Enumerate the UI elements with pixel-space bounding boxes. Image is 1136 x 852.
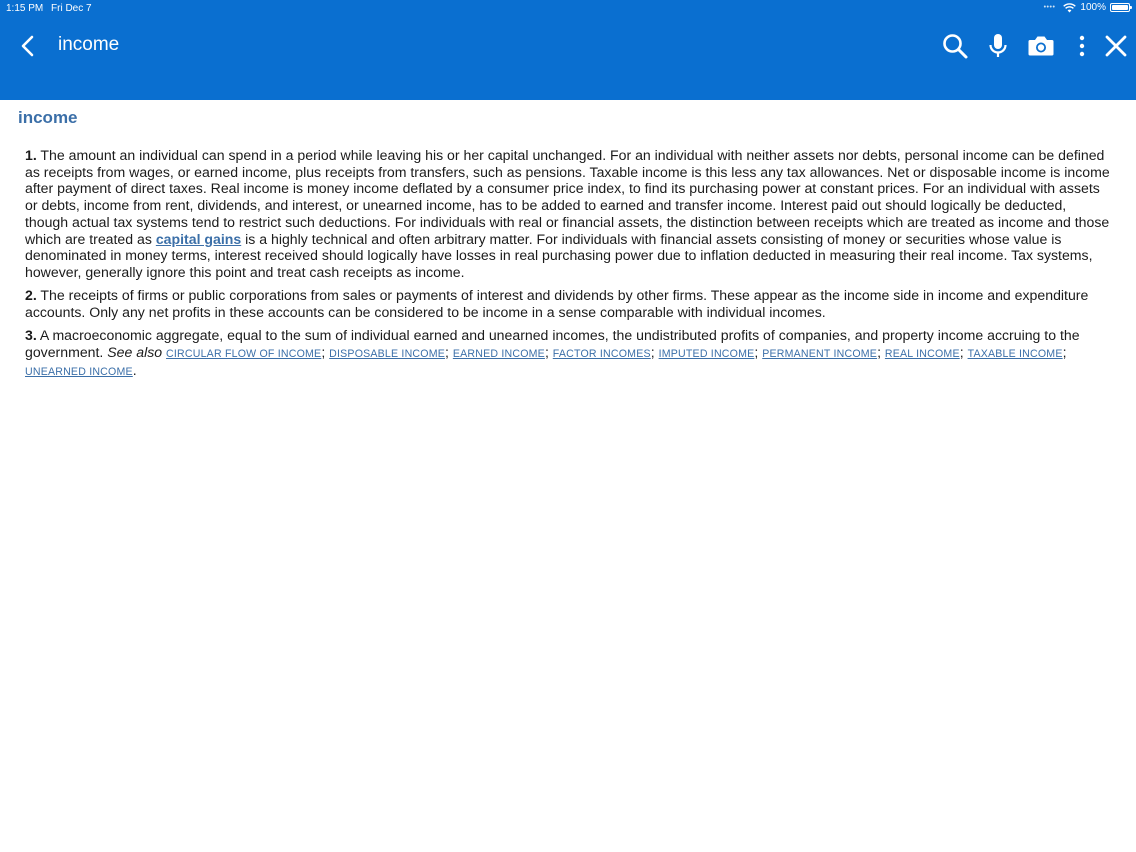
xref-link[interactable]: TAXABLE INCOME	[967, 347, 1063, 360]
status-date: Fri Dec 7	[51, 3, 92, 14]
wifi-icon	[1063, 3, 1076, 13]
xref-link[interactable]: UNEARNED INCOME	[25, 366, 133, 379]
sense-end: .	[132, 362, 137, 379]
signal-icon: ••••	[1043, 4, 1056, 11]
entry-body	[25, 147, 1111, 388]
top-bar	[0, 0, 1136, 100]
xref-separator: ;	[959, 343, 968, 360]
microphone-icon	[986, 32, 1010, 60]
camera-button[interactable]	[1025, 30, 1057, 62]
xref-separator: ;	[1062, 343, 1067, 360]
status-bar	[0, 0, 1136, 18]
navigation-bar	[0, 22, 1136, 70]
sense-text: A macroeconomic aggregate, equal to the sum of individual earned and unearned incomes, the undistributed profits of companies, and property income accruing to the government.	[25, 327, 1080, 360]
sense-number: 2.	[25, 287, 37, 304]
more-button[interactable]	[1066, 30, 1098, 62]
entry-headword: income	[18, 108, 78, 127]
xref-link[interactable]: EARNED INCOME	[452, 347, 545, 360]
entry-content	[0, 100, 1136, 852]
sense-2	[25, 287, 1111, 320]
close-button[interactable]	[1100, 30, 1132, 62]
xref-separator: ;	[877, 343, 885, 360]
status-right	[1044, 2, 1130, 13]
xref-link[interactable]: CIRCULAR FLOW OF INCOME	[166, 347, 322, 360]
sense-text: The amount an individual can spend in a period while leaving his or her capital unchanged. For an individual with neither assets nor debts, personal income can be defined as receipts from wages, or earned income, plus receipts from transfers, such as pensions. Taxable income is this less any tax allowances. Net or disposable income is income after payment of direct taxes. Real income is money income deflated by a consumer price index, to find its purchasing power at constant prices. For an individual with assets or debts, income from rent, dividends, and interest, or unearned income, has to be added to earned and transfer income. Interest paid out should logically be deducted, though actual tax systems tend to restrict such deductions. For individuals with real or financial assets, the distinction between receipts which are treated as income and those which are treated as	[25, 147, 1110, 247]
xref-link[interactable]: FACTOR INCOMES	[552, 347, 651, 360]
status-time: 1:15 PM	[6, 3, 44, 14]
xref-link[interactable]: IMPUTED INCOME	[658, 347, 755, 360]
search-query[interactable]: income	[58, 34, 120, 55]
xref-link[interactable]: PERMANENT INCOME	[762, 347, 878, 360]
sense-number: 1.	[25, 147, 37, 163]
xref-separator: ;	[544, 343, 553, 360]
search-button[interactable]	[939, 30, 971, 62]
sense-text: is a highly technical and often arbitrary matter. For individuals with financial assets consisting of money or securities whose value is denominated in money terms, interest received should logically have losses in real purchasing power due to inflation deducted in measuring their real income. Tax systems, however, generally ignore this point and treat cash receipts as income.	[25, 230, 1093, 280]
xref-link[interactable]: REAL INCOME	[884, 347, 960, 360]
battery-icon	[1110, 3, 1130, 12]
xref-separator: ;	[650, 343, 659, 360]
more-icon	[1078, 34, 1086, 58]
see-also-label: See also	[107, 343, 163, 360]
sense-text: The receipts of firms or public corporations from sales or payments of interest and dividends by other firms. These appear as the income side in income and expenditure accounts. Only any net profits in these accounts can be considered to be income in a sense comparable with individual incomes.	[25, 287, 1089, 320]
xref-separator: ;	[445, 343, 453, 360]
battery-percent: 100%	[1080, 2, 1106, 13]
back-button[interactable]	[14, 32, 42, 60]
camera-icon	[1027, 33, 1055, 59]
sense-3	[25, 327, 1111, 381]
capital-gains-link[interactable]: capital gains	[155, 230, 242, 247]
xref-separator: ;	[754, 343, 763, 360]
voice-button[interactable]	[982, 30, 1014, 62]
sense-1	[25, 147, 1111, 281]
sense-number: 3.	[25, 327, 37, 344]
close-icon	[1104, 34, 1128, 58]
xref-separator: ;	[321, 343, 330, 360]
xref-link[interactable]: DISPOSABLE INCOME	[329, 347, 446, 360]
search-icon	[941, 32, 969, 60]
back-icon	[14, 32, 42, 60]
